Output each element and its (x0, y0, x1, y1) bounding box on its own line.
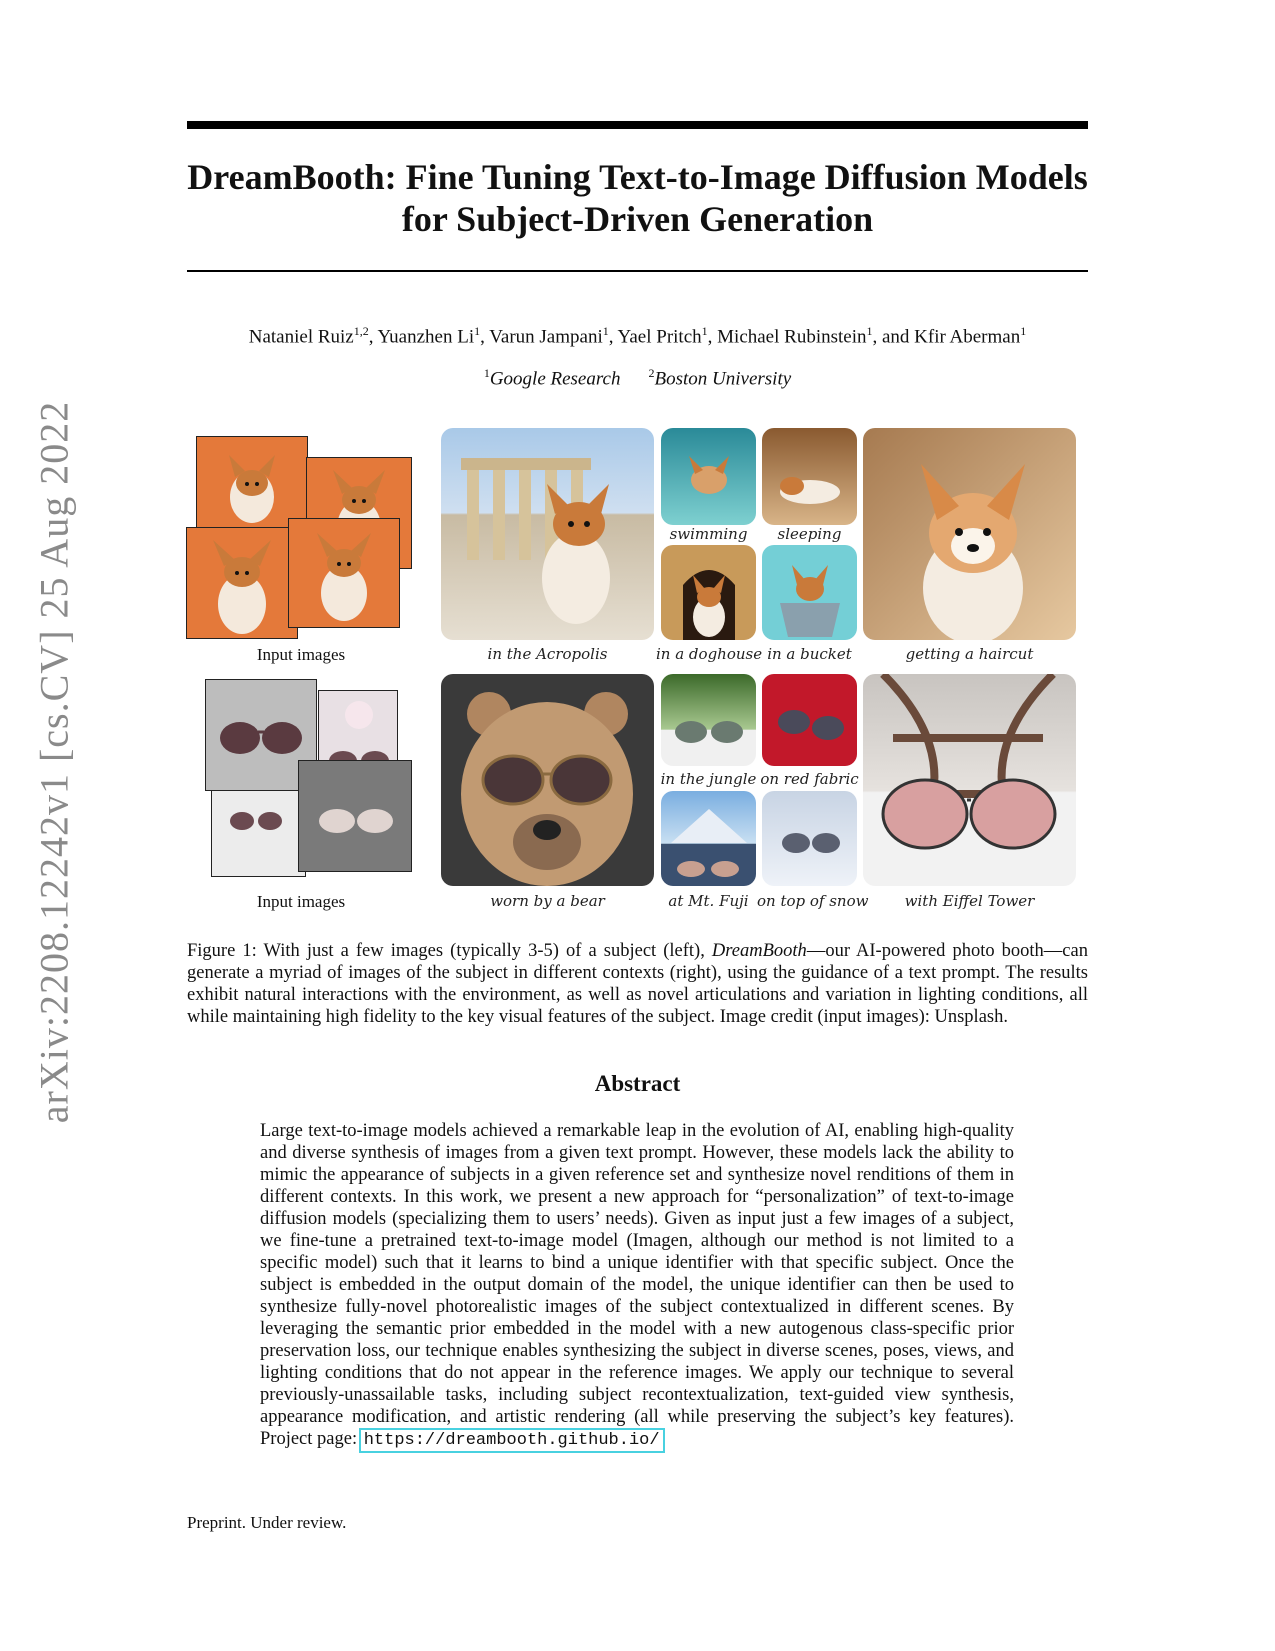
sunglasses-icon (299, 761, 411, 871)
author-affiliation-mark: 1 (602, 324, 609, 338)
generated-image-sleeping (762, 428, 857, 525)
generated-image-doghouse (661, 545, 756, 640)
corgi-icon (289, 519, 399, 627)
project-page-link[interactable]: https://dreambooth.github.io/ (363, 1431, 660, 1450)
caption-with-eiffel-tower: with Eiffel Tower (904, 892, 1035, 910)
caption-on-top-of-snow: on top of snow (757, 892, 869, 910)
affiliation-name: Google Research (489, 368, 621, 390)
doghouse-icon (661, 545, 756, 640)
generated-image-bucket (762, 545, 857, 640)
mountain-icon (661, 791, 756, 886)
eiffel-tower-icon (863, 674, 1076, 886)
abstract-heading: Abstract (594, 1071, 681, 1096)
corgi-icon (863, 428, 1076, 640)
corgi-icon (762, 428, 857, 525)
generated-image-eiffel-tower (863, 674, 1076, 886)
author-name: Varun Jampani (489, 326, 603, 348)
title-bottom-rule (187, 270, 1088, 272)
sunglasses-icon (762, 674, 857, 766)
corgi-icon (197, 437, 307, 531)
caption-on-red-fabric: on red fabric (760, 770, 859, 788)
input-images-label: Input images (256, 645, 346, 664)
caption-getting-a-haircut: getting a haircut (905, 645, 1034, 663)
author-name: Kfir Aberman (914, 326, 1021, 348)
input-image-corgi (186, 527, 298, 639)
input-image-corgi (288, 518, 400, 628)
caption-at-mt-fuji: at Mt. Fuji (668, 892, 749, 910)
author-name: Yael Pritch (617, 326, 702, 348)
author-affiliation-mark: 1 (474, 324, 481, 338)
generated-image-red-fabric (762, 674, 857, 766)
sunglasses-icon (661, 674, 756, 766)
author-affiliation-mark: 1 (701, 324, 708, 338)
bear-icon (441, 674, 654, 886)
title-line-2: for Subject-Driven Generation (401, 199, 874, 239)
caption-in-a-doghouse: in a doghouse (656, 645, 763, 663)
sunglasses-icon (212, 791, 305, 876)
input-image-sunglasses (298, 760, 412, 872)
author-list: Nataniel Ruiz$^{1,2}$, Yuanzhen Li$^1$, Varun Jampani$^1$, Yael Pritch$^1$, Michael Rubinstein$^1$, and Kfir Aberman$^1$ (248, 324, 1027, 348)
figure-caption (187, 940, 1088, 1028)
corgi-icon (187, 528, 297, 638)
input-images-label: Input images (256, 892, 346, 911)
affiliation-number: 1 (483, 366, 490, 380)
generated-image-swimming (661, 428, 756, 525)
affiliation-list (187, 366, 1088, 390)
affiliation-name: Boston University (654, 368, 792, 390)
input-image-sunglasses (211, 790, 306, 877)
temple-icon (441, 428, 654, 640)
corgi-icon (661, 428, 756, 525)
author-name: Yuanzhen Li (377, 326, 475, 348)
arxiv-identifier-stamp: arXiv:2208.12242v1 [cs.CV] 25 Aug 2022 (31, 400, 77, 1124)
generated-image-acropolis (441, 428, 654, 640)
caption-in-a-bucket: in a bucket (767, 645, 852, 663)
figure-caption-text: —our AI-powered photo booth—can generate a myriad of images of the subject in different contexts (right), using the guidance of a text prompt. The results exhibit natural interactions with the environment, as well as novel articulations and variation in lighting conditions, all while maintaining high fidelity to the key visual features of the subject. Image credit (input images): Unsplash. (187, 941, 1088, 1027)
title-top-rule (187, 121, 1088, 129)
author-affiliation-mark: 1,2 (353, 324, 369, 338)
author-affiliation-mark: 1 (1020, 324, 1027, 338)
abstract-text: Large text-to-image models achieved a remarkable leap in the evolution of AI, enabling high-quality and diverse synthesis of images from a given text prompt. However, these models lack the ability to mimic the appearance of subjects in a given reference set and synthesize novel renditions of them in different contexts. In this work, we present a new approach for “personalization” of text-to-image diffusion models (specializing them to users’ needs). Given as input just a few images of a subject, we fine-tune a pretrained text-to-image model (Imagen, although our method is not limited to a specific model) such that it learns to bind a unique identifier with that specific subject. Once the subject is embedded in the output domain of the model, the unique identifier can then be used to synthesize fully-novel photorealistic images of the subject contextualized in different scenes. By leveraging the semantic prior embedded in the model with a new autogenous class-specific prior preservation loss, our technique enables synthesizing the subject in diverse scenes, poses, views, and lighting conditions that do not appear in the reference images. We apply our technique to several previously-unassailable tasks, including subject recontextualization, text-guided view synthesis, appearance modification, and artistic rendering (all while preserving the subject’s key features). Project page: (260, 1121, 1014, 1449)
generated-image-snow (762, 791, 857, 886)
author-affiliation-mark: 1 (866, 324, 873, 338)
abstract-body (260, 1120, 1014, 1452)
caption-in-the-jungle: in the jungle (660, 770, 757, 788)
author-name: Nataniel Ruiz (248, 326, 354, 348)
generated-image-haircut (863, 428, 1076, 640)
affiliation-number: 2 (648, 366, 655, 380)
paper-title (187, 156, 1088, 240)
generated-image-bear (441, 674, 654, 886)
sunglasses-icon (762, 791, 857, 886)
caption-sleeping: sleeping (777, 525, 842, 543)
caption-in-the-acropolis: in the Acropolis (487, 645, 608, 663)
caption-swimming: swimming (669, 525, 748, 543)
author-name: Michael Rubinstein (717, 326, 867, 348)
figure-label: Figure 1: (187, 941, 257, 961)
caption-worn-by-a-bear: worn by a bear (490, 892, 605, 910)
generated-image-jungle (661, 674, 756, 766)
generated-image-mt-fuji (661, 791, 756, 886)
footer-note: Preprint. Under review. (187, 1513, 347, 1532)
figure-caption-text: With just a few images (typically 3-5) of a subject (left), (263, 941, 705, 961)
title-line-1: DreamBooth: Fine Tuning Text-to-Image Diffusion Models (187, 157, 1088, 197)
bucket-icon (762, 545, 857, 640)
method-name: DreamBooth (711, 941, 807, 961)
